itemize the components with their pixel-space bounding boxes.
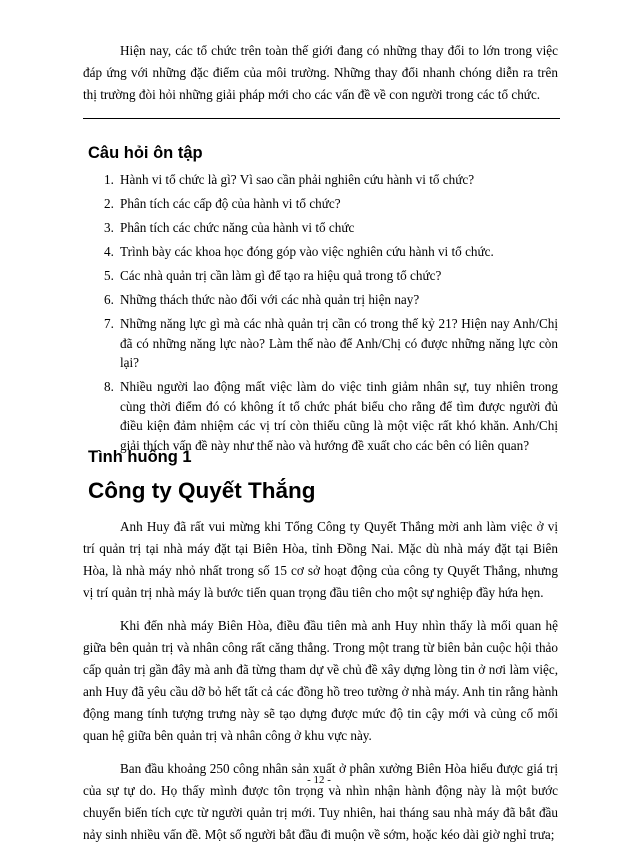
intro-paragraph: Hiện nay, các tổ chức trên toàn thế giới đang có những thay đổi to lớn trong việc đáp ứng với những đặc điểm của môi trường. Những thay đổi nhanh chóng diễn ra trên thị trường đòi hỏi những giải pháp mới cho các vấn đề về con người trong các tổ chức. [83,43,558,102]
question-text: Nhiều người lao động mất việc làm do việc tinh giảm nhân sự, tuy nhiên trong cùng thời điểm đó có không ít tổ chức phát biểu cho rằng để tìm được người đủ điều kiện đảm nhiệm các vị trí còn thiếu cũng là một việc rất khó khăn. Anh/Chị giải thích vấn đề này như thế nào và hướng đề xuất cho các bên có liên quan? [120,379,558,453]
question-item [83,194,558,214]
question-text: Phân tích các chức năng của hành vi tổ chức [120,219,355,235]
question-text: Những năng lực gì mà các nhà quản trị cần có trong thế kỷ 21? Hiện nay Anh/Chị đã có những năng lực nào? Làm thế nào để Anh/Chị có được những năng lực còn lại? [120,315,558,371]
question-text: Trình bày các khoa học đóng góp vào việc nghiên cứu hành vi tổ chức. [120,243,494,259]
question-number: 4. [104,243,114,259]
question-number: 2. [104,195,114,211]
question-number: 5. [104,267,114,283]
question-text: Các nhà quản trị cần làm gì để tạo ra hiệu quả trong tổ chức? [120,267,442,283]
question-number: 7. [104,315,114,331]
question-item [83,377,558,455]
question-number: 3. [104,219,114,235]
case-paragraph: Khi đến nhà máy Biên Hòa, điều đầu tiên mà anh Huy nhìn thấy là mối quan hệ giữa bên quản trị và nhân công rất căng thẳng. Trong một trang từ biên bản cuộc hội thảo cấp quản trị gần đây mà anh đã từng tham dự về chủ đề xây dựng lòng tin ở nơi làm việc, anh Huy đã yêu cầu dỡ bỏ hết tất cả các đồng hồ treo tường ở nhà máy. Anh tin rằng hành động mang tính tượng trưng này sẽ tạo dựng được mức độ tin cậy mới và củng cố mối quan hệ giữa bên quản trị và nhân công ở khu vực này. [83,618,558,743]
question-item [83,266,558,286]
review-questions-list [83,170,558,460]
question-item [83,314,558,373]
question-text: Hành vi tổ chức là gì? Vì sao cần phải nghiên cứu hành vi tổ chức? [120,172,475,187]
question-item [83,218,558,238]
question-text: Phân tích các cấp độ của hành vi tổ chức? [120,195,341,211]
case-paragraph: Anh Huy đã rất vui mừng khi Tổng Công ty Quyết Thắng mời anh làm việc ở vị trí quản trị tại nhà máy đặt tại Biên Hòa, tỉnh Đồng Nai. Mặc dù nhà máy đặt tại Biên Hòa, là nhà máy nhỏ nhất trong số 15 cơ sở hoạt động của công ty Quyết Thắng, nhưng vị trí quản trị nhà máy là bước tiến quan trọng đầu tiên cho một sự nghiệp đầy hứa hẹn. [83,519,558,600]
question-item [83,290,558,310]
review-questions-heading: Câu hỏi ôn tập [88,144,203,162]
case-study-title: Công ty Quyết Thắng [88,478,316,503]
question-number: 8. [104,379,114,395]
question-text: Những thách thức nào đối với các nhà quản trị hiện nay? [120,291,420,307]
question-number: 6. [104,291,114,307]
case-study-heading: Tình huống 1 [88,448,192,466]
question-item [83,242,558,262]
case-study-body [83,516,558,857]
page-number: - 12 - [307,774,331,786]
question-number: 1. [104,172,114,187]
section-divider [83,118,560,119]
question-item [83,170,558,190]
case-paragraph: Ban đầu khoảng 250 công nhân sản xuất ở phân xưởng Biên Hòa hiểu được giá trị của sự tự do. Họ thấy mình được tôn trọng và nhìn nhận hành động này là một bước chuyển biến tích cực từ người quản trị mới. Tuy nhiên, hai tháng sau nhà máy đã bắt đầu nảy sinh nhiều vấn đề. Một số người bắt đầu đi muộn về sớm, hoặc kéo dài giờ nghỉ trưa; [83,761,558,842]
